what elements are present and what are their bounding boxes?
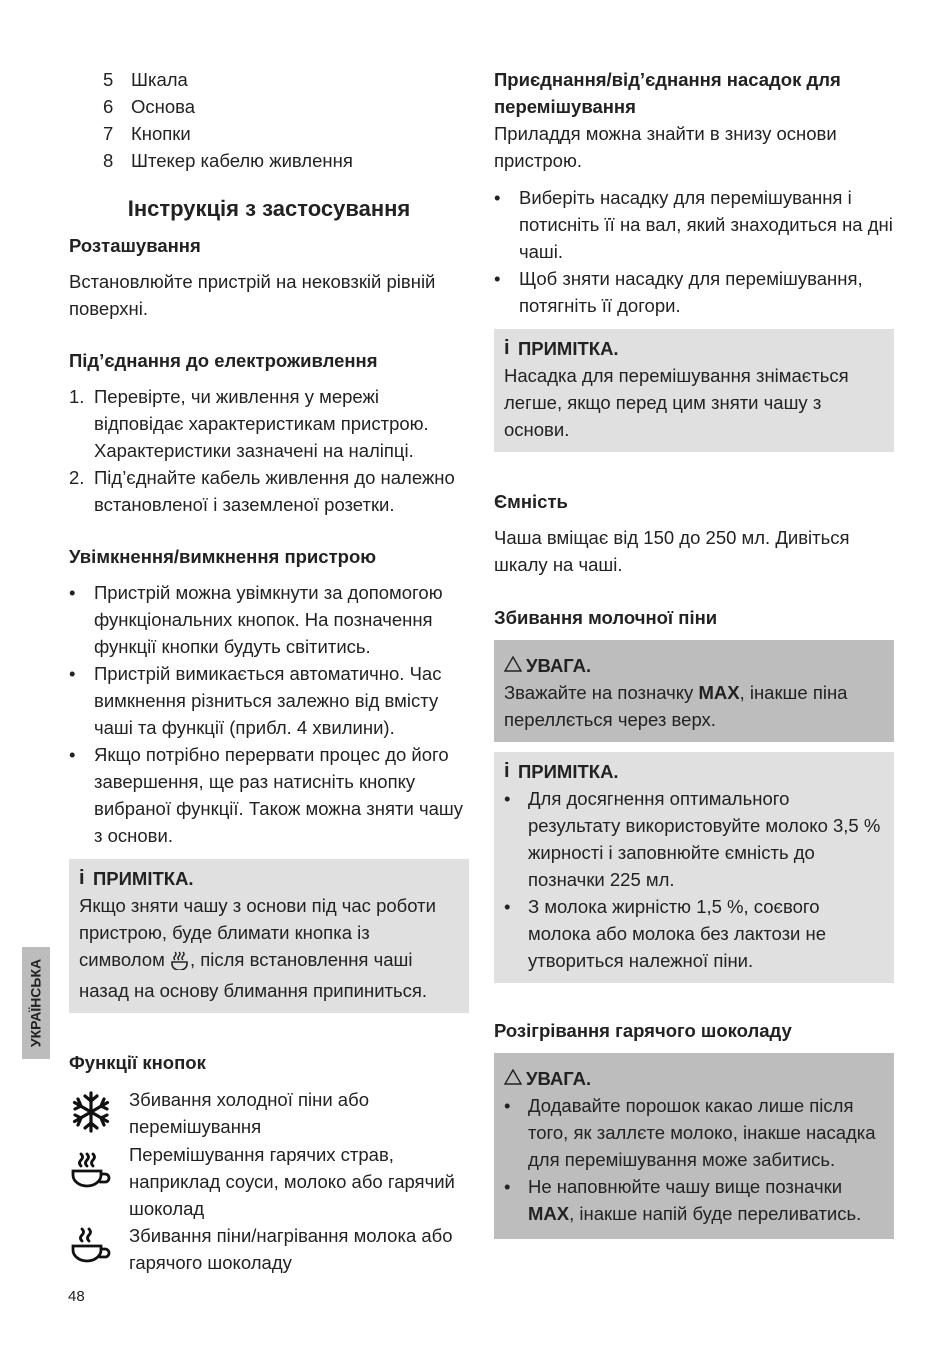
warning-box bbox=[494, 1053, 894, 1239]
hot-cup-icon bbox=[170, 950, 190, 977]
warning-title: УВАГА. bbox=[504, 652, 884, 679]
note-text: Насадка для перемішування знімається легше, якщо перед цим зняти чашу з основи. bbox=[504, 365, 849, 440]
note-title: i ПРИМІТКА. bbox=[504, 335, 884, 362]
warning-title: УВАГА. bbox=[504, 1065, 884, 1092]
item-number: 5 bbox=[103, 69, 114, 90]
info-icon: i bbox=[504, 760, 510, 782]
warning-text: Зважайте на позначку MAX, інакше піна переллється через верх. bbox=[504, 682, 848, 730]
note-title: i ПРИМІТКА. bbox=[504, 758, 884, 785]
list-item: • Якщо потрібно перервати процес до його завершення, ще раз натисніть кнопку вибраної функції. Також можна зняти чашу з основи. bbox=[69, 744, 463, 846]
list-item bbox=[69, 66, 469, 93]
list-item: 2. Під’єднайте кабель живлення до належно встановленої і заземленої розетки. bbox=[69, 467, 455, 515]
function-text: Збивання холодної піни або перемішування bbox=[129, 1089, 369, 1137]
item-label: Основа bbox=[131, 96, 196, 117]
list-item bbox=[69, 120, 469, 147]
list-item: • Виберіть насадку для перемішування і потисніть її на вал, який знаходиться на дні чаші. bbox=[494, 187, 893, 262]
placement-text: Встановлюйте пристрій на нековзкій рівній поверхні. bbox=[69, 271, 436, 319]
list-item bbox=[69, 147, 469, 174]
hot-cup-three-waves-icon bbox=[69, 1141, 129, 1202]
section-heading-capacity: Ємність bbox=[494, 491, 568, 512]
item-label: Кнопки bbox=[131, 123, 191, 144]
function-text: Перемішування гарячих страв, наприклад соуси, молоко або гарячий шоколад bbox=[129, 1144, 455, 1219]
item-number: 7 bbox=[103, 123, 114, 144]
warning-triangle-icon bbox=[504, 1065, 526, 1092]
note-title: i ПРИМІТКА. bbox=[79, 865, 459, 892]
page-number: 48 bbox=[68, 1288, 85, 1305]
page-title: Інструкція з застосування bbox=[127, 196, 411, 221]
attach-list bbox=[494, 184, 894, 319]
language-side-tab bbox=[22, 947, 50, 1059]
section-heading-functions: Функції кнопок bbox=[69, 1052, 206, 1073]
list-item bbox=[69, 1141, 469, 1222]
onoff-list bbox=[69, 579, 469, 849]
list-item: • Не наповнюйте чашу вище позначки MAX, інакше напій буде переливатись. bbox=[504, 1176, 862, 1224]
power-steps bbox=[69, 383, 469, 518]
warning-list bbox=[504, 1092, 884, 1227]
section-heading-placement: Розташування bbox=[69, 235, 201, 256]
list-item: • Щоб зняти насадку для перемішування, потягніть її догори. bbox=[494, 268, 863, 316]
note-text: Якщо зняти чашу з основи під час роботи пристрою, буде блимати кнопка із символом , після встановлення чаші назад на основу блимання припиниться. bbox=[79, 895, 436, 1001]
info-icon: i bbox=[79, 867, 85, 889]
snowflake-icon bbox=[69, 1086, 129, 1141]
warning-box bbox=[494, 640, 894, 742]
note-box bbox=[69, 859, 469, 1013]
item-number: 8 bbox=[103, 150, 114, 171]
list-item: • Пристрій вимикається автоматично. Час вимкнення різниться залежно від вмісту чаші та функції (прибл. 4 хвилини). bbox=[69, 663, 442, 738]
language-label: УКРАЇНСЬКА bbox=[27, 958, 44, 1048]
left-column bbox=[69, 66, 469, 1277]
list-item: • Для досягнення оптимального результату використовуйте молоко 3,5 % жирності і заповнюйте ємність до позначки 225 мл. bbox=[504, 788, 881, 890]
list-item bbox=[69, 1222, 469, 1277]
note-list bbox=[504, 785, 884, 974]
item-label: Штекер кабелю живлення bbox=[131, 150, 353, 171]
section-heading-froth: Збивання молочної піни bbox=[494, 607, 718, 628]
warning-triangle-icon bbox=[504, 652, 526, 679]
functions-list bbox=[69, 1086, 469, 1277]
section-heading-power: Під’єднання до електроживлення bbox=[69, 350, 378, 371]
right-column bbox=[494, 66, 894, 1239]
section-heading-attach: Приєднання/від’єднання насадок для перемішування bbox=[494, 69, 841, 117]
list-item: • Додавайте порошок какао лише після того, як заллєте молоко, інакше насадка для перемішування може забитись. bbox=[504, 1095, 876, 1170]
capacity-text: Чаша вміщає від 150 до 250 мл. Дивіться шкалу на чаші. bbox=[494, 527, 850, 575]
list-item bbox=[69, 93, 469, 120]
note-box bbox=[494, 329, 894, 452]
section-heading-onoff: Увімкнення/вимкнення пристрою bbox=[69, 546, 377, 567]
attach-text: Приладдя можна знайти в знизу основи пристрою. bbox=[494, 123, 837, 171]
function-text: Збивання піни/нагрівання молока або гарячого шоколаду bbox=[129, 1225, 453, 1273]
info-icon: i bbox=[504, 337, 510, 359]
list-item: • Пристрій можна увімкнути за допомогою функціональних кнопок. На позначення функції кнопки будуть світитись. bbox=[69, 582, 443, 657]
list-item bbox=[69, 1086, 469, 1141]
hot-cup-two-waves-icon bbox=[69, 1222, 129, 1277]
section-heading-chocolate: Розігрівання гарячого шоколаду bbox=[494, 1020, 792, 1041]
list-item: 1. Перевірте, чи живлення у мережі відповідає характеристикам пристрою. Характеристики зазначені на наліпці. bbox=[69, 386, 429, 461]
item-label: Шкала bbox=[131, 69, 188, 90]
parts-list bbox=[69, 66, 469, 174]
list-item: • З молока жирністю 1,5 %, соєвого молока або молока без лактози не утвориться належної піни. bbox=[504, 896, 827, 971]
note-box bbox=[494, 752, 894, 983]
item-number: 6 bbox=[103, 96, 114, 117]
